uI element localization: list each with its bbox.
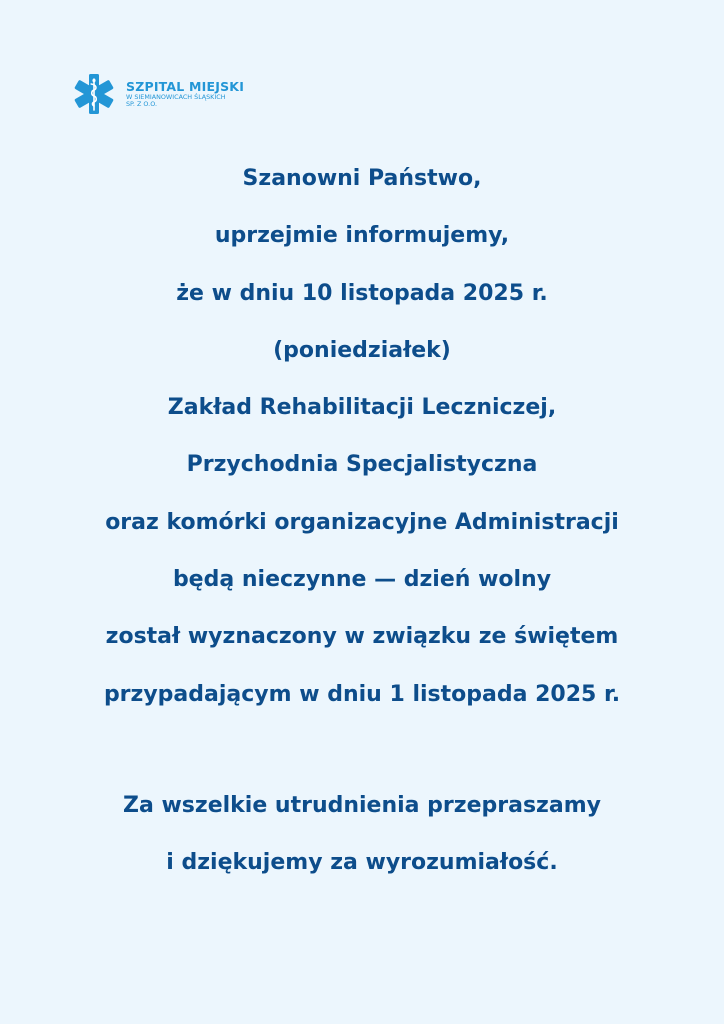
logo-text (126, 80, 244, 109)
notice-line-inform: uprzejmie informujemy, (214, 223, 510, 249)
notice-greeting: Szanowni Państwo, (242, 166, 482, 191)
logo-subtitle-company: SP. Z O.O. (126, 100, 157, 108)
notice-line-closed: będą nieczynne — dzień wolny (172, 567, 552, 593)
notice-apology: Za wszelkie utrudnienia przepraszamy (123, 792, 601, 818)
logo-subtitle-location: W SIEMIANOWICACH ŚLĄSKICH (126, 92, 226, 101)
closure-notice (0, 150, 724, 892)
notice-line-rehab-department: Zakład Rehabilitacji Leczniczej, (167, 395, 557, 421)
notice-line-reason: został wyznaczony w związku ze świętem (105, 624, 619, 650)
notice-line-administration: oraz komórki organizacyjne Administracji (105, 509, 619, 535)
hospital-logo (72, 72, 244, 116)
notice-line-holiday-date: przypadającym w dniu 1 listopada 2025 r. (103, 681, 621, 707)
logo-title: SZPITAL MIEJSKI (126, 78, 245, 94)
paragraph-gap (0, 723, 724, 777)
notice-line-weekday: (poniedziałek) (273, 337, 451, 363)
star-of-life-icon (72, 72, 116, 116)
notice-line-specialist-clinic: Przychodnia Specjalistyczna (186, 452, 538, 478)
notice-thanks: i dziękujemy za wyrozumiałość. (166, 850, 558, 876)
notice-line-date: że w dniu 10 listopada 2025 r. (176, 280, 548, 306)
